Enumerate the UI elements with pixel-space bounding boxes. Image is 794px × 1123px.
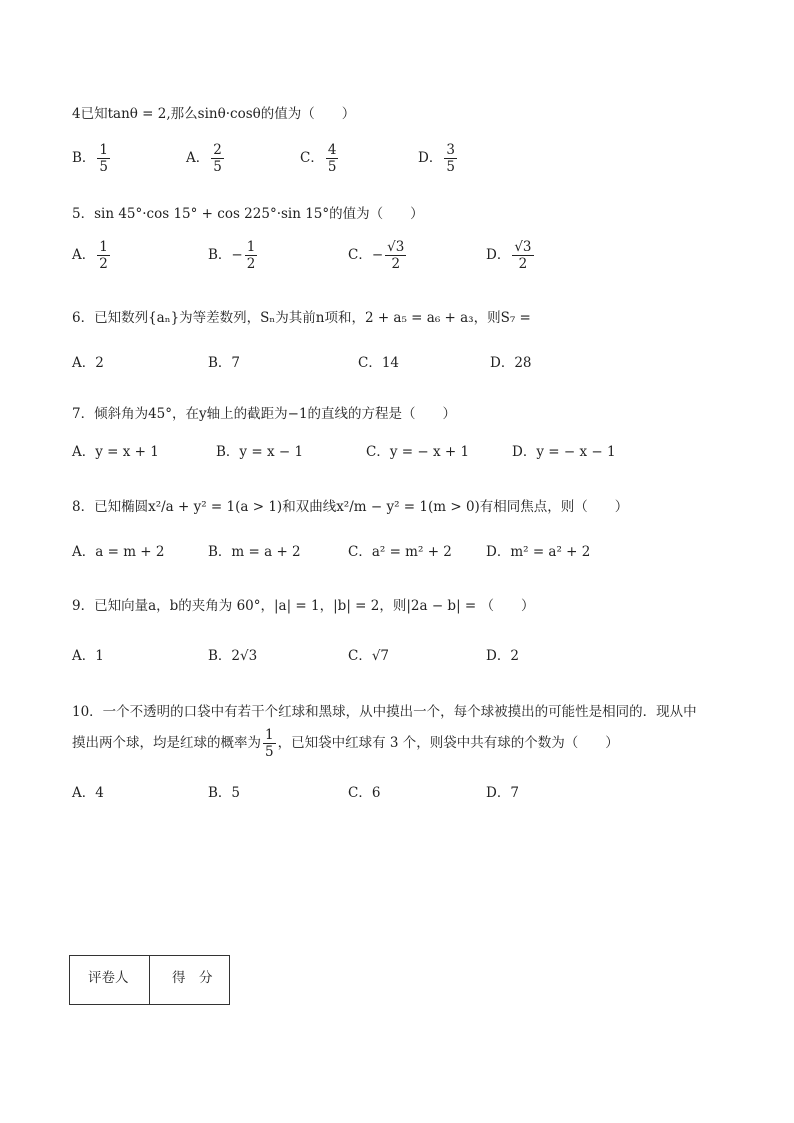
reviewer-label: 评卷人 [88,970,129,986]
q5-option-3-den: 2 [391,256,401,273]
question-10-stem-line1: 10．一个不透明的口袋中有若干个红球和黑球，从中摸出一个，每个球被摸出的可能性是相同的．现从中 [72,704,697,720]
q10-frac-den: 5 [265,744,274,761]
question-8-stem: 8．已知椭圆x²/a + y² = 1(a > 1)和双曲线x²/m − y² = 1(m > 0)有相同焦点，则（ ） [72,499,629,515]
q10-option-2: B．5 [208,785,241,801]
q4-option-2 [186,143,226,174]
q4-option-4-den: 5 [446,159,455,176]
q5-option-2-den: 2 [246,256,256,273]
q4-option-2-num: 2 [213,142,222,158]
q10-stem-part-a: 摸出两个球，均是红球的概率为 [72,735,261,752]
q8-option-4: D．m² = a² + 2 [486,544,591,560]
q4-option-4 [418,143,459,174]
q4-option-3-label: C． [300,150,324,167]
q4-option-4-num: 3 [446,142,455,158]
q10-frac-num: 1 [265,727,274,743]
score-label: 得 分 [172,970,213,986]
q8-option-3: C．a² = m² + 2 [348,544,452,560]
question-4-stem: 4已知tanθ = 2,那么sinθ·cosθ的值为（ ） [72,106,356,122]
question-10-stem-line2 [72,728,619,759]
q6-option-2: B．7 [208,355,241,371]
q5-option-4-label: D． [486,247,511,264]
q5-option-3-prefix: − [371,247,384,264]
q5-option-2 [208,240,259,271]
q4-option-3-den: 5 [327,159,337,176]
q5-option-1-label: A． [72,247,96,264]
q9-option-3: C．√7 [348,648,390,664]
q4-option-1-den: 5 [99,159,109,176]
q5-option-4-den: 2 [518,256,528,273]
q8-option-1: A．a = m + 2 [72,544,165,560]
q5-option-2-label: B． [208,247,232,264]
q4-option-2-label: A． [186,150,210,167]
q6-option-4: D．28 [490,355,532,371]
q10-option-4: D．7 [486,785,519,801]
q4-option-3-num: 4 [327,142,337,158]
q5-option-4 [486,240,536,271]
q5-option-3 [348,240,408,271]
q9-option-1: A．1 [72,648,104,664]
q5-option-4-num: √3 [514,239,532,255]
question-5-stem: 5．sin 45°·cos 15° + cos 225°·sin 15°的值为（ ） [72,206,424,222]
q5-option-1 [72,240,112,271]
q10-option-1: A．4 [72,785,104,801]
q4-option-1-label: B． [72,150,96,167]
q5-option-1-num: 1 [99,239,108,255]
q4-option-3 [300,143,340,174]
q9-option-4: D．2 [486,648,519,664]
score-box [69,955,230,1005]
q7-option-2: B．y = x − 1 [216,444,304,460]
q4-option-1 [72,143,112,174]
q7-option-1: A．y = x + 1 [72,444,159,460]
q4-option-1-num: 1 [99,142,109,158]
q7-option-3: C．y = − x + 1 [366,444,470,460]
score-box-divider [149,956,150,1004]
question-7-stem: 7．倾斜角为45°，在y轴上的截距为−1的直线的方程是（ ） [72,406,457,422]
q10-option-3: C．6 [348,785,381,801]
q5-option-2-prefix: − [231,247,243,264]
q9-option-2: B．2√3 [208,648,258,664]
q8-option-2: B．m = a + 2 [208,544,301,560]
q4-option-4-label: D． [418,150,443,167]
q5-option-1-den: 2 [99,256,108,273]
q5-option-2-num: 1 [246,239,256,255]
q6-option-3: C．14 [358,355,400,371]
question-9-stem: 9．已知向量a，b的夹角为 60°，|a| = 1，|b| = 2，则|2a − b| = （ ） [72,598,535,614]
q4-option-2-den: 5 [213,159,222,176]
q10-stem-part-b: ，已知袋中红球有 3 个，则袋中共有球的个数为（ ） [277,735,619,752]
q5-option-3-label: C． [348,247,372,264]
q5-option-3-num: √3 [387,239,405,255]
q6-option-1: A．2 [72,355,104,371]
q7-option-4: D．y = − x − 1 [512,444,616,460]
question-6-stem: 6．已知数列{aₙ}为等差数列，Sₙ为其前n项和，2 + a₅ = a₆ + a₃，则S₇ = [72,310,531,326]
